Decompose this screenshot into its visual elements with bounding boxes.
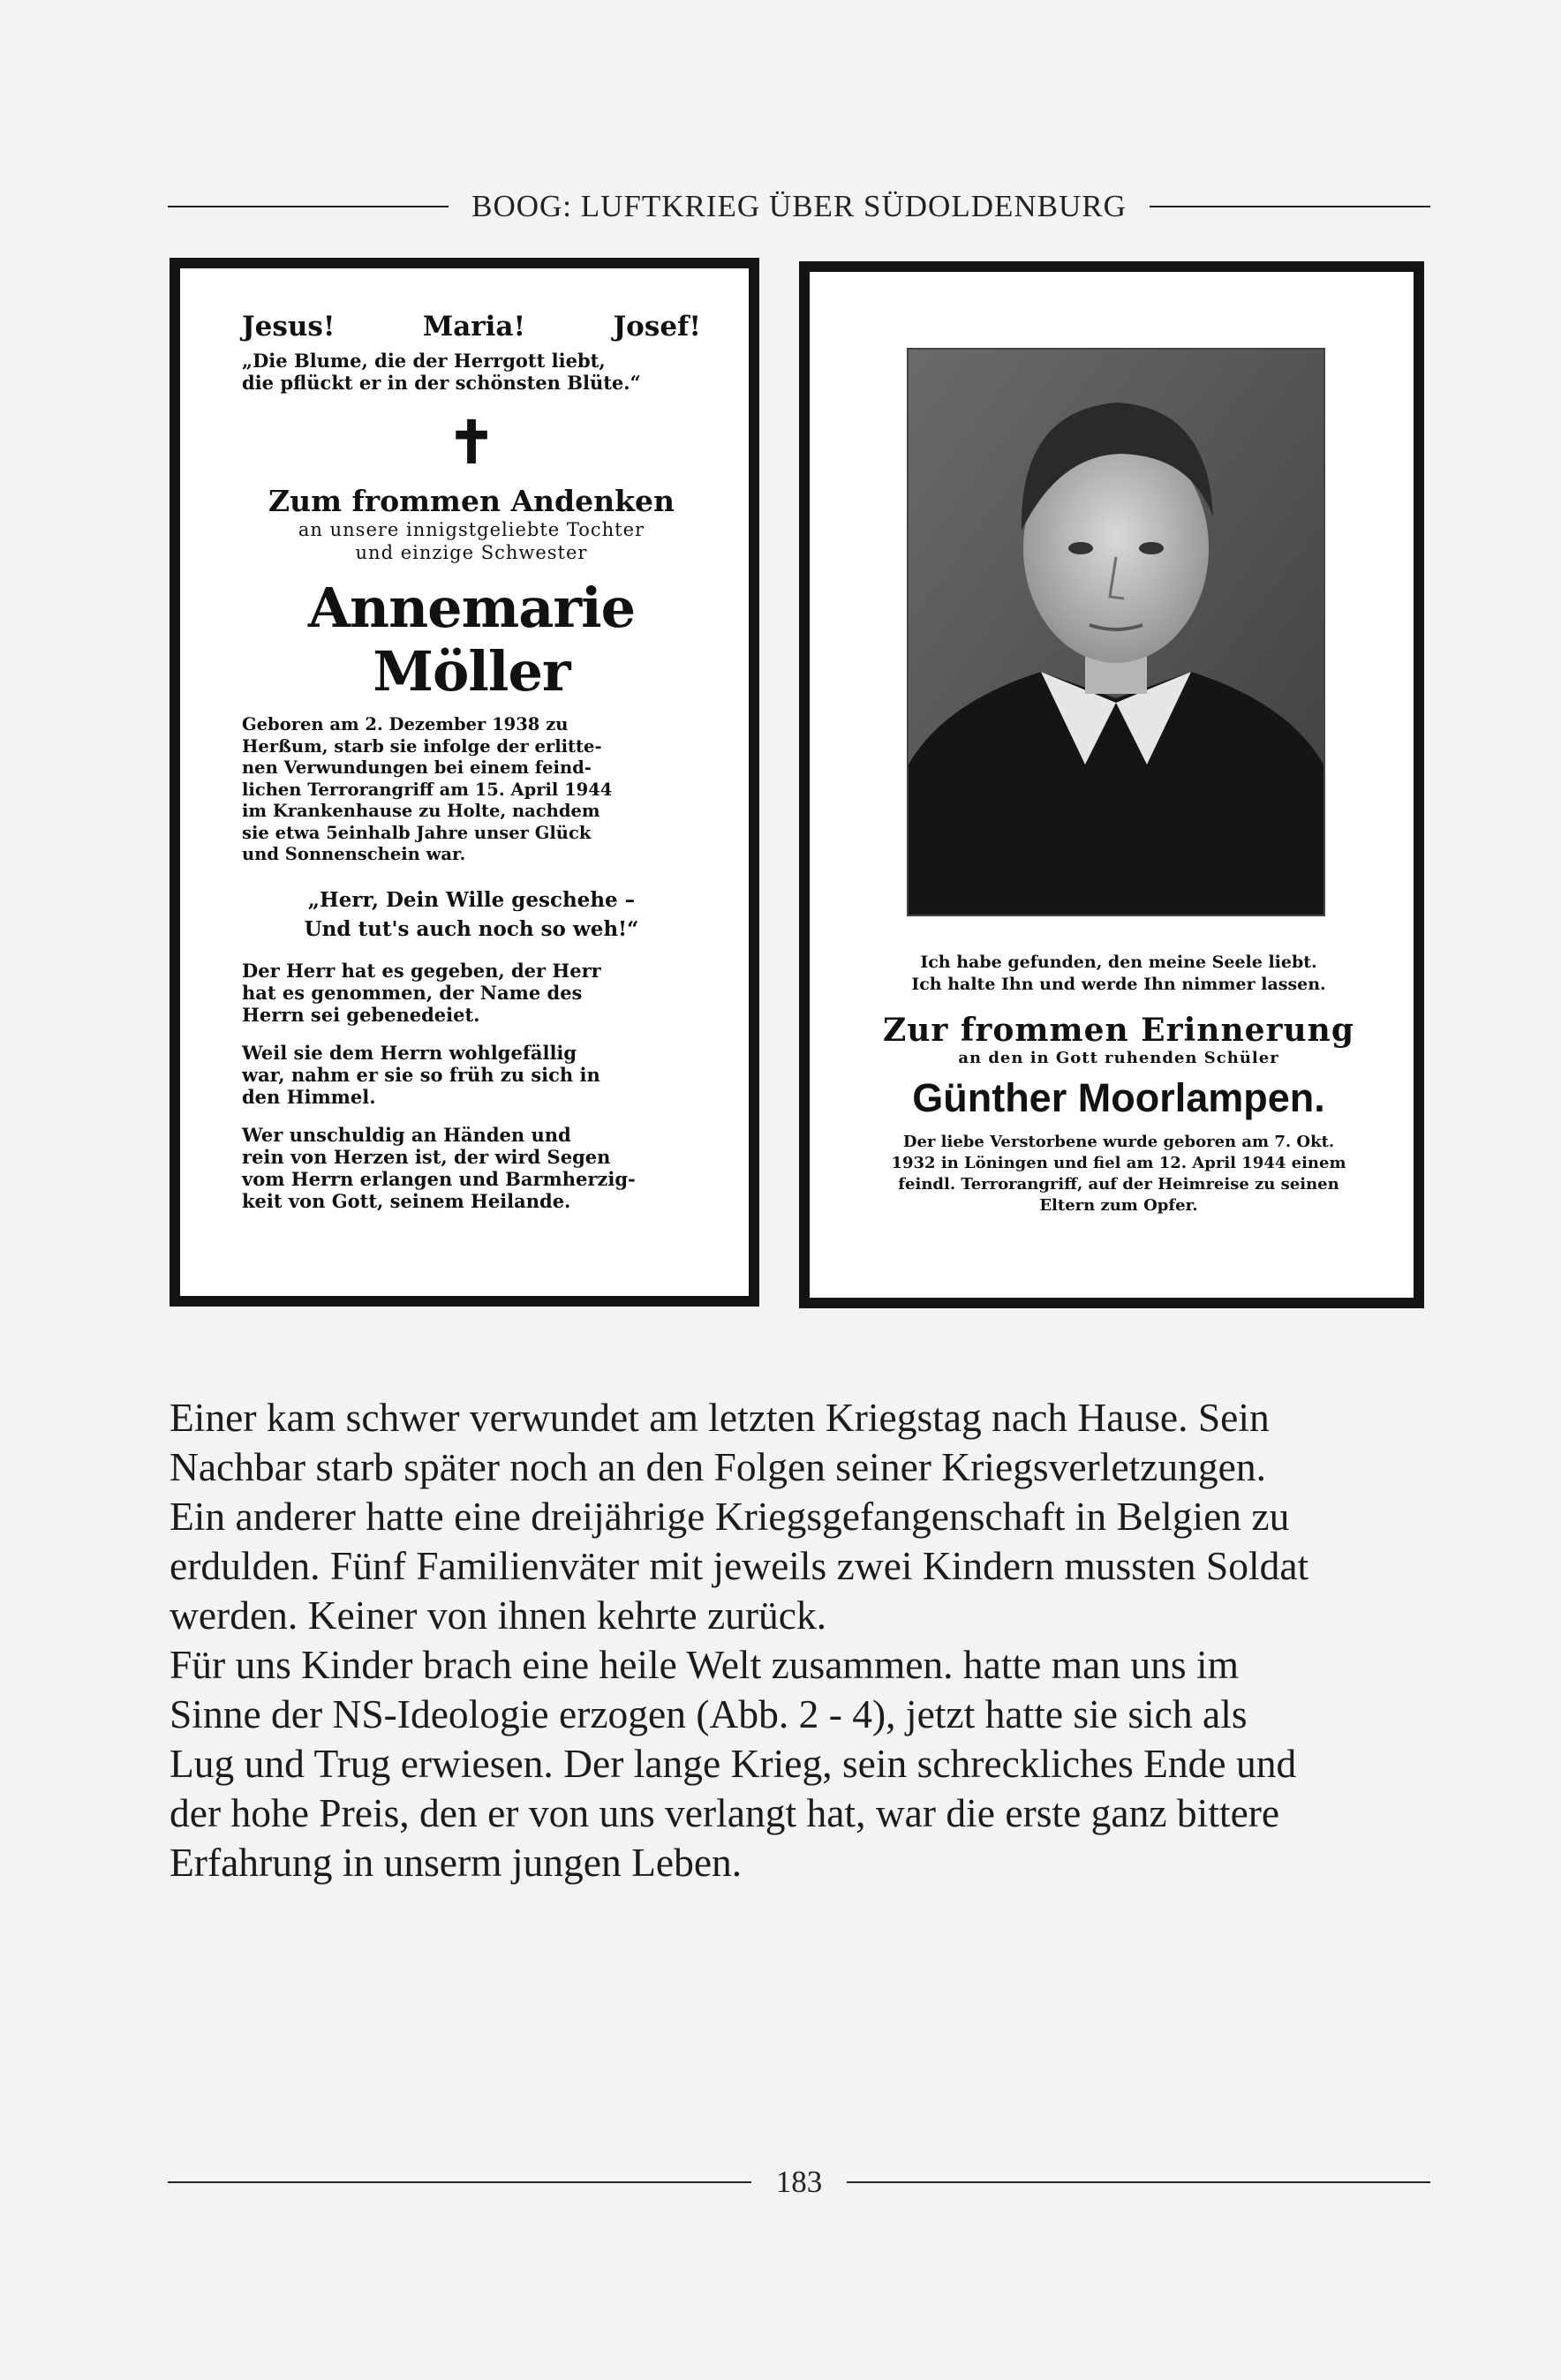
portrait-photo: [907, 348, 1325, 916]
footer-rule-left: [168, 2181, 751, 2183]
bio-line: feindl. Terrorangriff, auf der Heimreise zu seinen: [898, 1175, 1339, 1194]
para-line: Herrn sei gebenedeiet.: [242, 1003, 480, 1026]
bio-line: 1932 in Löningen und fiel am 12. April 1944 einem: [891, 1154, 1346, 1172]
bio-line: Der liebe Verstorbene wurde geboren am 7. Okt.: [902, 1133, 1335, 1151]
memorial-heading: Zur frommen Erinnerung: [882, 1012, 1355, 1049]
para-line: war, nahm er sie so früh zu sich in: [242, 1063, 600, 1086]
memorial-card-text: [854, 952, 1384, 1216]
bio-line: und Sonnenschein war.: [242, 844, 466, 864]
memorial-card-text: [242, 311, 701, 1212]
body-line: Sinne der NS-Ideologie erzogen (Abb. 2 - 4), jetzt hatte sie sich als: [170, 1691, 1248, 1736]
footer-rule-right: [847, 2181, 1430, 2183]
page-footer: [168, 2156, 1430, 2209]
bio-line: Eltern zum Opfer.: [1039, 1196, 1198, 1215]
body-line: Lug und Trug erwiesen. Der lange Krieg, sein schreckliches Ende und: [170, 1741, 1297, 1786]
header-rule-right: [1150, 206, 1430, 207]
para-line: keit von Gott, seinem Heilande.: [242, 1189, 571, 1212]
body-line: werden. Keiner von ihnen kehrte zurück.: [170, 1593, 827, 1638]
memorial-subheading: [242, 518, 701, 564]
quote-line: „Die Blume, die der Herrgott liebt,: [242, 350, 606, 372]
running-title: BOOG: LUFTKRIEG ÜBER SÜDOLDENBURG: [471, 189, 1127, 223]
memorial-sub-line: an unsere innigstgeliebte Tochter: [298, 519, 645, 540]
para-line: vom Herrn erlangen und Barmherzig-: [242, 1167, 636, 1190]
bio-line: im Krankenhause zu Holte, nachdem: [242, 801, 600, 821]
scripture-paragraph-2: [242, 1042, 701, 1108]
body-line: der hohe Preis, den er von uns verlangt hat, war die erste ganz bittere: [170, 1790, 1280, 1835]
running-header: [168, 187, 1430, 226]
body-paragraph: [170, 1393, 1432, 1887]
page-number: 183: [775, 2165, 823, 2199]
para-line: hat es genommen, der Name des: [242, 981, 583, 1004]
para-line: den Himmel.: [242, 1085, 376, 1108]
name-maria: Maria!: [422, 311, 526, 343]
para-line: Wer unschuldig an Händen und: [242, 1123, 571, 1146]
cross-icon: ✝: [447, 408, 496, 477]
bio-line: lichen Terrorangriff am 15. April 1944: [242, 779, 613, 800]
prayer-line: „Herr, Dein Wille geschehe –: [307, 887, 636, 912]
bio-line: nen Verwundungen bei einem feind-: [242, 757, 592, 778]
body-line: Einer kam schwer verwundet am letzten Kriegstag nach Hause. Sein: [170, 1395, 1270, 1440]
name-josef: Josef!: [613, 311, 701, 343]
scripture-paragraph-3: [242, 1124, 701, 1212]
holy-names: [242, 311, 701, 346]
bio-line: Herßum, starb sie infolge der erlitte-: [242, 735, 602, 757]
body-line: erdulden. Fünf Familienväter mit jeweils zwei Kindern mussten Soldat: [170, 1543, 1309, 1588]
memorial-heading: Zum frommen Andenken: [268, 484, 675, 518]
body-line: Ein anderer hatte eine dreijährige Kriegsgefangenschaft in Belgien zu: [170, 1494, 1290, 1539]
bio-line: Geboren am 2. Dezember 1938 zu: [242, 714, 569, 734]
quote-line: die pflückt er in der schönsten Blüte.“: [242, 372, 641, 394]
memorial-subheading: an den in Gott ruhenden Schüler: [958, 1049, 1279, 1067]
memorial-card-guenther: [799, 261, 1424, 1308]
body-line: Für uns Kinder brach eine heile Welt zusammen. hatte man uns im: [170, 1642, 1240, 1687]
body-line: Erfahrung in unserm jungen Leben.: [170, 1840, 743, 1885]
verse-line: Ich halte Ihn und werde Ihn nimmer lassen.: [911, 975, 1326, 994]
deceased-biography: [854, 1132, 1384, 1216]
scripture-paragraph-1: [242, 960, 701, 1026]
flower-quote: [242, 350, 701, 394]
prayer-line: Und tut's auch noch so weh!“: [304, 916, 639, 941]
para-line: Der Herr hat es gegeben, der Herr: [242, 959, 601, 982]
para-line: rein von Herzen ist, der wird Segen: [242, 1145, 611, 1168]
prayer: [242, 885, 701, 944]
para-line: Weil sie dem Herrn wohlgefällig: [242, 1041, 577, 1064]
deceased-name: Günther Moorlampen.: [912, 1075, 1325, 1120]
memorial-sub-line: und einzige Schwester: [355, 542, 588, 563]
bio-line: sie etwa 5einhalb Jahre unser Glück: [242, 822, 592, 843]
verse-line: Ich habe gefunden, den meine Seele liebt.: [920, 953, 1317, 972]
deceased-biography: [242, 714, 701, 866]
portrait-photo-drawing: [909, 350, 1323, 915]
name-jesus: Jesus!: [242, 311, 336, 343]
header-rule-left: [168, 206, 449, 207]
deceased-name: Annemarie Möller: [307, 576, 636, 704]
verse: [854, 952, 1384, 996]
memorial-card-annemarie: [170, 258, 759, 1307]
body-line: Nachbar starb später noch an den Folgen seiner Kriegsverletzungen.: [170, 1444, 1266, 1489]
